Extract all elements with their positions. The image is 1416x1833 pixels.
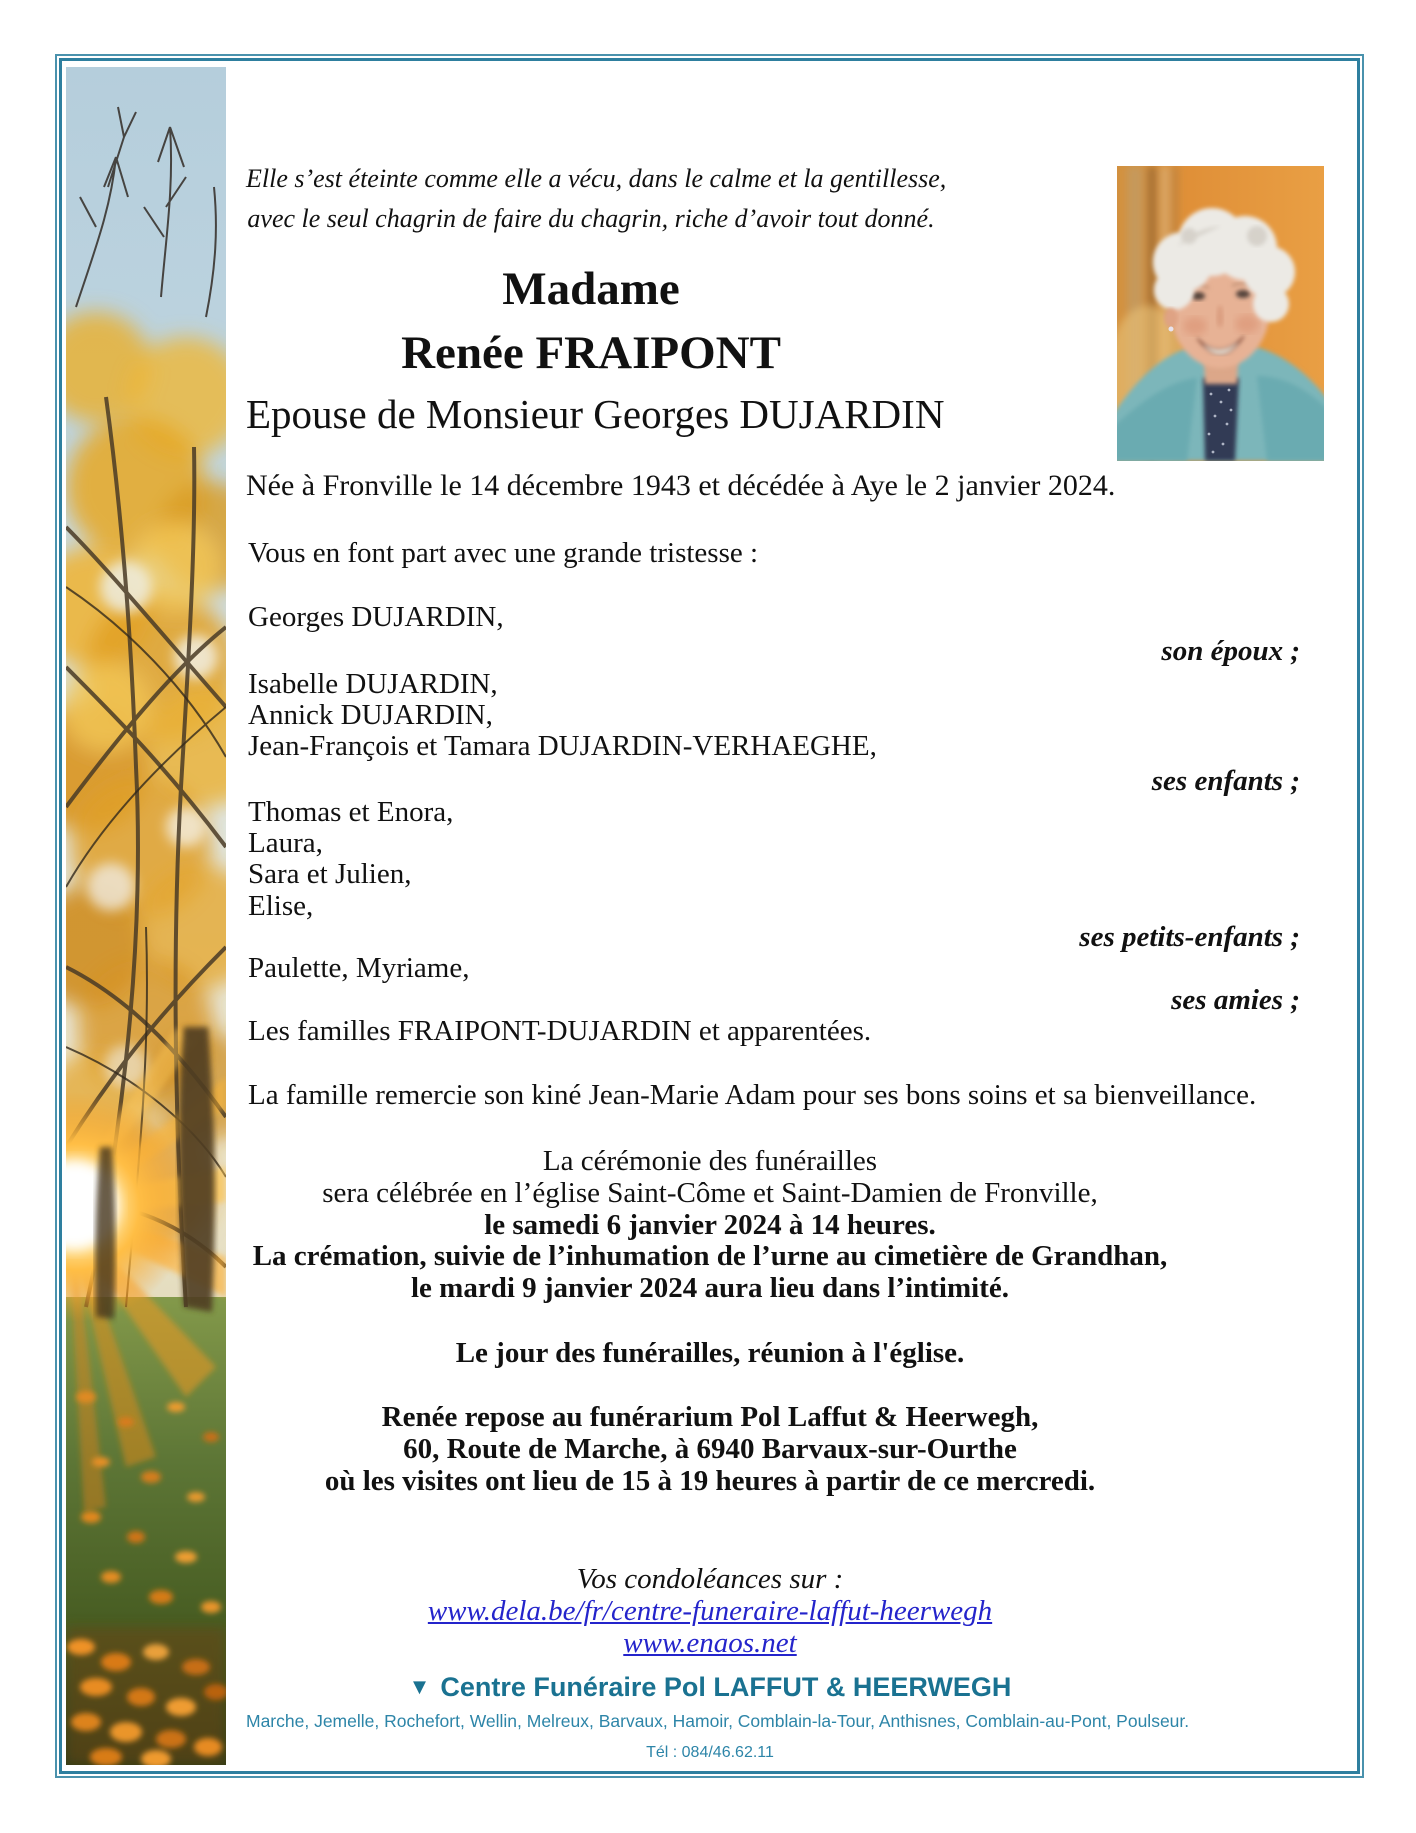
family-member-line: Jean-François et Tamara DUJARDIN-VERHAEGHE, <box>248 730 877 762</box>
meeting-line: Le jour des funérailles, réunion à l'église. <box>455 1337 965 1369</box>
condolences-link-enaos-row <box>246 1627 1174 1659</box>
family-member-line: Thomas et Enora, <box>248 796 454 828</box>
ceremony-line-2: sera célébrée en l’église Saint-Côme et Saint-Damien de Fronville, <box>322 1177 1098 1209</box>
ceremony-line-3: le samedi 6 janvier 2024 à 14 heures. <box>484 1209 936 1241</box>
relation-label-children: ses enfants ; <box>1151 765 1300 797</box>
family-line-families: Les familles FRAIPONT-DUJARDIN et apparentées. <box>248 1015 872 1047</box>
ceremony-line-1: La cérémonie des funérailles <box>542 1145 878 1177</box>
ceremony-line-4: La crémation, suivie de l’inhumation de l’urne au cimetière de Grandhan, <box>252 1240 1168 1272</box>
funeral-home-line <box>246 1672 1174 1702</box>
repose-line-1: Renée repose au funérarium Pol Laffut & Heerwegh, <box>381 1401 1039 1433</box>
family-member-line: Annick DUJARDIN, <box>248 699 493 731</box>
repose-line-3: où les visites ont lieu de 15 à 19 heures à partir de ce mercredi. <box>324 1465 1096 1497</box>
spouse-line: Epouse de Monsieur Georges DUJARDIN <box>246 391 945 437</box>
condolences-link-dela[interactable]: www.dela.be/fr/centre-funeraire-laffut-heerwegh <box>427 1595 993 1627</box>
condolences-link-enaos[interactable]: www.enaos.net <box>623 1627 797 1659</box>
phone-line: Tél : 084/46.62.11 <box>646 1744 774 1761</box>
announcement-line: Vous en font part avec une grande tristesse : <box>248 537 759 569</box>
family-member-line: Elise, <box>248 890 314 922</box>
relation-label-friends: ses amies ; <box>1171 984 1300 1016</box>
family-member-line: Sara et Julien, <box>248 858 412 890</box>
relation-label-grandchildren: ses petits-enfants ; <box>1079 921 1300 953</box>
thanks-line: La famille remercie son kiné Jean-Marie Adam pour ses bons soins et sa bienveillance. <box>248 1079 1257 1111</box>
towns-line: Marche, Jemelle, Rochefort, Wellin, Melreux, Barvaux, Hamoir, Comblain-la-Tour, Anthisnes, Comblain-au-Pont, Poulseur. <box>246 1711 1190 1731</box>
ceremony-line-5: le mardi 9 janvier 2024 aura lieu dans l’intimité. <box>411 1272 1009 1304</box>
funeral-home-triangle-icon: ▼ <box>408 1674 431 1699</box>
family-member-line: Paulette, Myriame, <box>248 952 470 984</box>
family-member-line: Georges DUJARDIN, <box>248 601 504 633</box>
birth-death-line: Née à Fronville le 14 décembre 1943 et décédée à Aye le 2 janvier 2024. <box>246 469 1116 502</box>
epitaph-line-2: avec le seul chagrin de faire du chagrin, riche d’avoir tout donné. <box>247 204 935 233</box>
family-member-line: Laura, <box>248 827 323 859</box>
family-member-line: Isabelle DUJARDIN, <box>248 668 498 700</box>
autumn-photo <box>66 67 226 1765</box>
repose-line-2: 60, Route de Marche, à 6940 Barvaux-sur-Ourthe <box>403 1433 1017 1465</box>
epitaph-line-1: Elle s’est éteinte comme elle a vécu, dans le calme et la gentillesse, <box>246 164 947 193</box>
relation-label-spouse: son époux ; <box>1161 635 1300 667</box>
title-madame: Madame <box>502 263 680 315</box>
deceased-name: Renée FRAIPONT <box>401 327 781 379</box>
condolences-link-dela-row <box>246 1595 1174 1627</box>
portrait-photo <box>1117 166 1324 461</box>
funeral-home-name: Centre Funéraire Pol LAFFUT & HEERWEGH <box>440 1672 1012 1702</box>
condolences-label: Vos condoléances sur : <box>576 1563 844 1595</box>
